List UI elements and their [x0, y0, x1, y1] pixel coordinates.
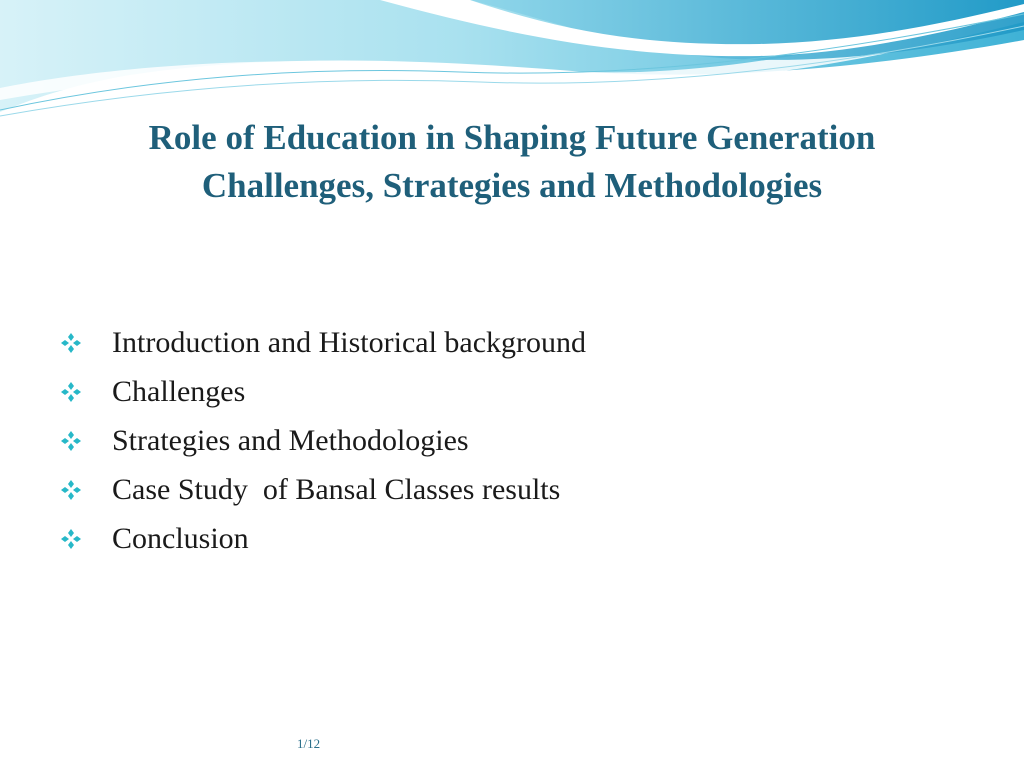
list-item: [60, 318, 586, 367]
bullet-text: Challenges: [112, 374, 246, 408]
diamond-bullet-icon: [60, 381, 82, 403]
diamond-bullet-icon: [60, 332, 82, 354]
bullet-text: Case Study of Bansal Classes results: [112, 472, 561, 506]
diamond-bullet-icon: [60, 479, 82, 501]
diamond-bullet-icon: [60, 528, 82, 550]
header-wave-decoration: [0, 0, 1024, 130]
slide-title-line-1: Role of Education in Shaping Future Generation: [148, 118, 876, 157]
page-number: 1/12: [297, 736, 321, 751]
diamond-bullet-icon: [60, 430, 82, 452]
agenda-bullet-list: [60, 318, 586, 563]
list-item: [60, 367, 586, 416]
slide-title-line-2: Challenges, Strategies and Methodologies: [201, 166, 823, 205]
list-item: [60, 465, 586, 514]
list-item: [60, 514, 586, 563]
bullet-text: Strategies and Methodologies: [112, 423, 469, 457]
list-item: [60, 416, 586, 465]
bullet-text: Conclusion: [112, 521, 249, 555]
slide-title: [40, 114, 984, 210]
bullet-text: Introduction and Historical background: [112, 325, 587, 359]
